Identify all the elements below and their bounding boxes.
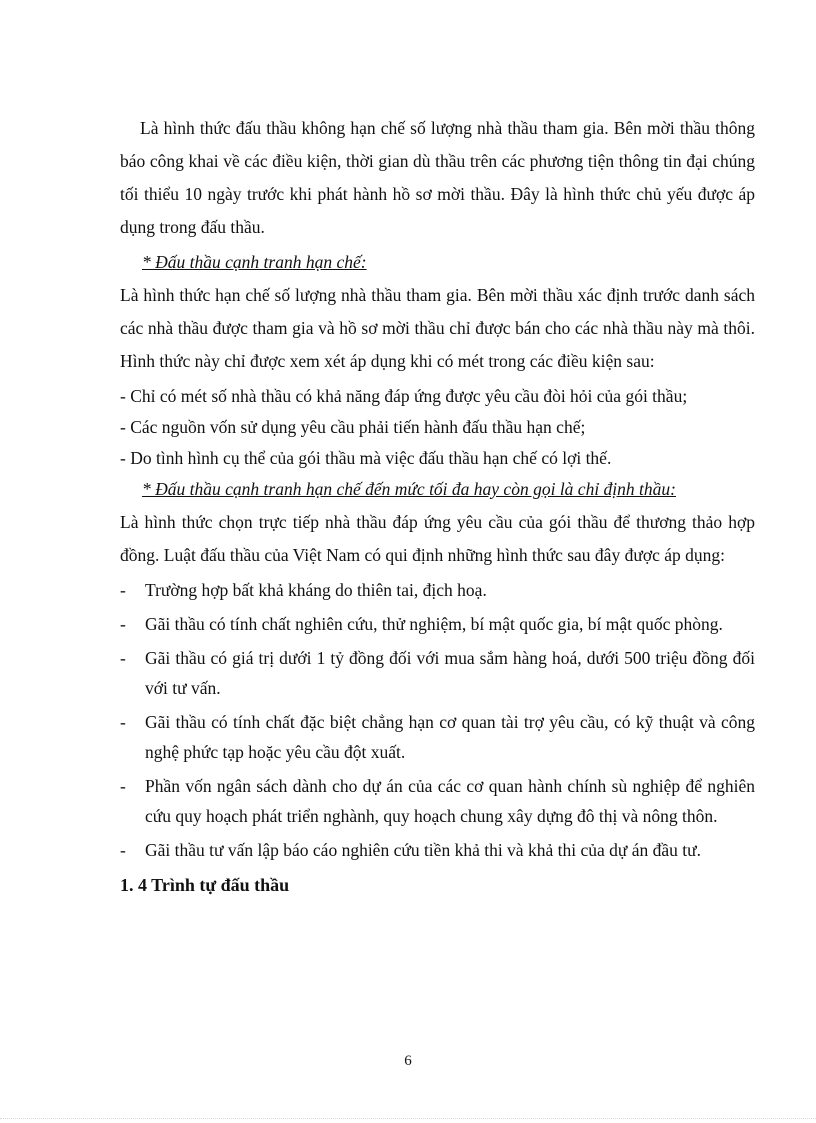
dash-bullet: - <box>120 648 126 668</box>
list-item <box>120 707 755 767</box>
list-item-text: Gãi thầu có giá trị dưới 1 tỷ đồng đối với mua sắm hàng hoá, dưới 500 triệu đồng đối với tư vấn. <box>145 648 755 698</box>
dash-bullet: - <box>120 614 126 634</box>
designated-cases-list <box>120 575 755 865</box>
subheading-designated-tender: * Đấu thầu cạnh tranh hạn chế đến mức tối đa hay còn gọi là chỉ định thầu: <box>142 479 676 499</box>
paragraph-open-tender: Là hình thức đấu thầu không hạn chế số lượng nhà thầu tham gia. Bên mời thầu thông báo công khai về các điều kiện, thời gian dù thầu trên các phương tiện thông tin đại chúng tối thiểu 10 ngày trước khi phát hành hồ sơ mời thầu. Đây là hình thức chủ yếu được áp dụng trong đấu thầu. <box>120 118 755 237</box>
limited-condition-item: - Do tình hình cụ thể của gói thầu mà việc đấu thầu hạn chế có lợi thế. <box>120 448 612 468</box>
page-bottom-divider <box>0 1118 816 1119</box>
list-item <box>120 835 755 865</box>
list-item-text: Trường hợp bất khả kháng do thiên tai, địch hoạ. <box>145 580 487 600</box>
dash-bullet: - <box>120 840 126 860</box>
list-item <box>120 575 755 605</box>
list-item-text: Phần vốn ngân sách dành cho dự án của các cơ quan hành chính sù nghiệp để nghiên cứu quy hoạch phát triển nghành, quy hoạch chung xây dựng đô thị và nông thôn. <box>145 776 755 826</box>
limited-condition-item: - Các nguồn vốn sử dụng yêu cầu phải tiến hành đấu thầu hạn chế; <box>120 417 586 437</box>
dash-bullet: - <box>120 580 126 600</box>
list-item <box>120 609 755 639</box>
list-item <box>120 771 755 831</box>
dash-bullet: - <box>120 712 126 732</box>
limited-condition-item: - Chỉ có mét số nhà thầu có khả năng đáp ứng được yêu cầu đòi hỏi của gói thầu; <box>120 386 688 406</box>
paragraph-limited-tender: Là hình thức hạn chế số lượng nhà thầu tham gia. Bên mời thầu xác định trước danh sách các nhà thầu được tham gia và hồ sơ mời thầu chỉ được bán cho các nhà thầu này mà thôi. Hình thức này chỉ được xem xét áp dụng khi có mét trong các điều kiện sau: <box>120 285 755 371</box>
document-body <box>120 112 755 901</box>
section-heading: 1. 4 Trình tự đấu thầu <box>120 875 290 895</box>
page-number: 6 <box>404 1053 412 1069</box>
dash-bullet: - <box>120 776 126 796</box>
paragraph-designated-tender: Là hình thức chọn trực tiếp nhà thầu đáp ứng yêu cầu của gói thầu để thương thảo hợp đồng. Luật đấu thầu của Việt Nam có qui định những hình thức sau đây được áp dụng: <box>120 512 755 565</box>
list-item-text: Gãi thầu có tính chất đặc biệt chẳng hạn cơ quan tài trợ yêu cầu, có kỹ thuật và công nghệ phức tạp hoặc yêu cầu đột xuất. <box>145 712 755 762</box>
subheading-limited-tender: * Đấu thầu cạnh tranh hạn chế: <box>142 252 367 272</box>
list-item <box>120 643 755 703</box>
list-item-text: Gãi thầu tư vấn lập báo cáo nghiên cứu tiền khả thi và khả thi của dự án đầu tư. <box>145 840 701 860</box>
list-item-text: Gãi thầu có tính chất nghiên cứu, thử nghiệm, bí mật quốc gia, bí mật quốc phòng. <box>145 614 723 634</box>
